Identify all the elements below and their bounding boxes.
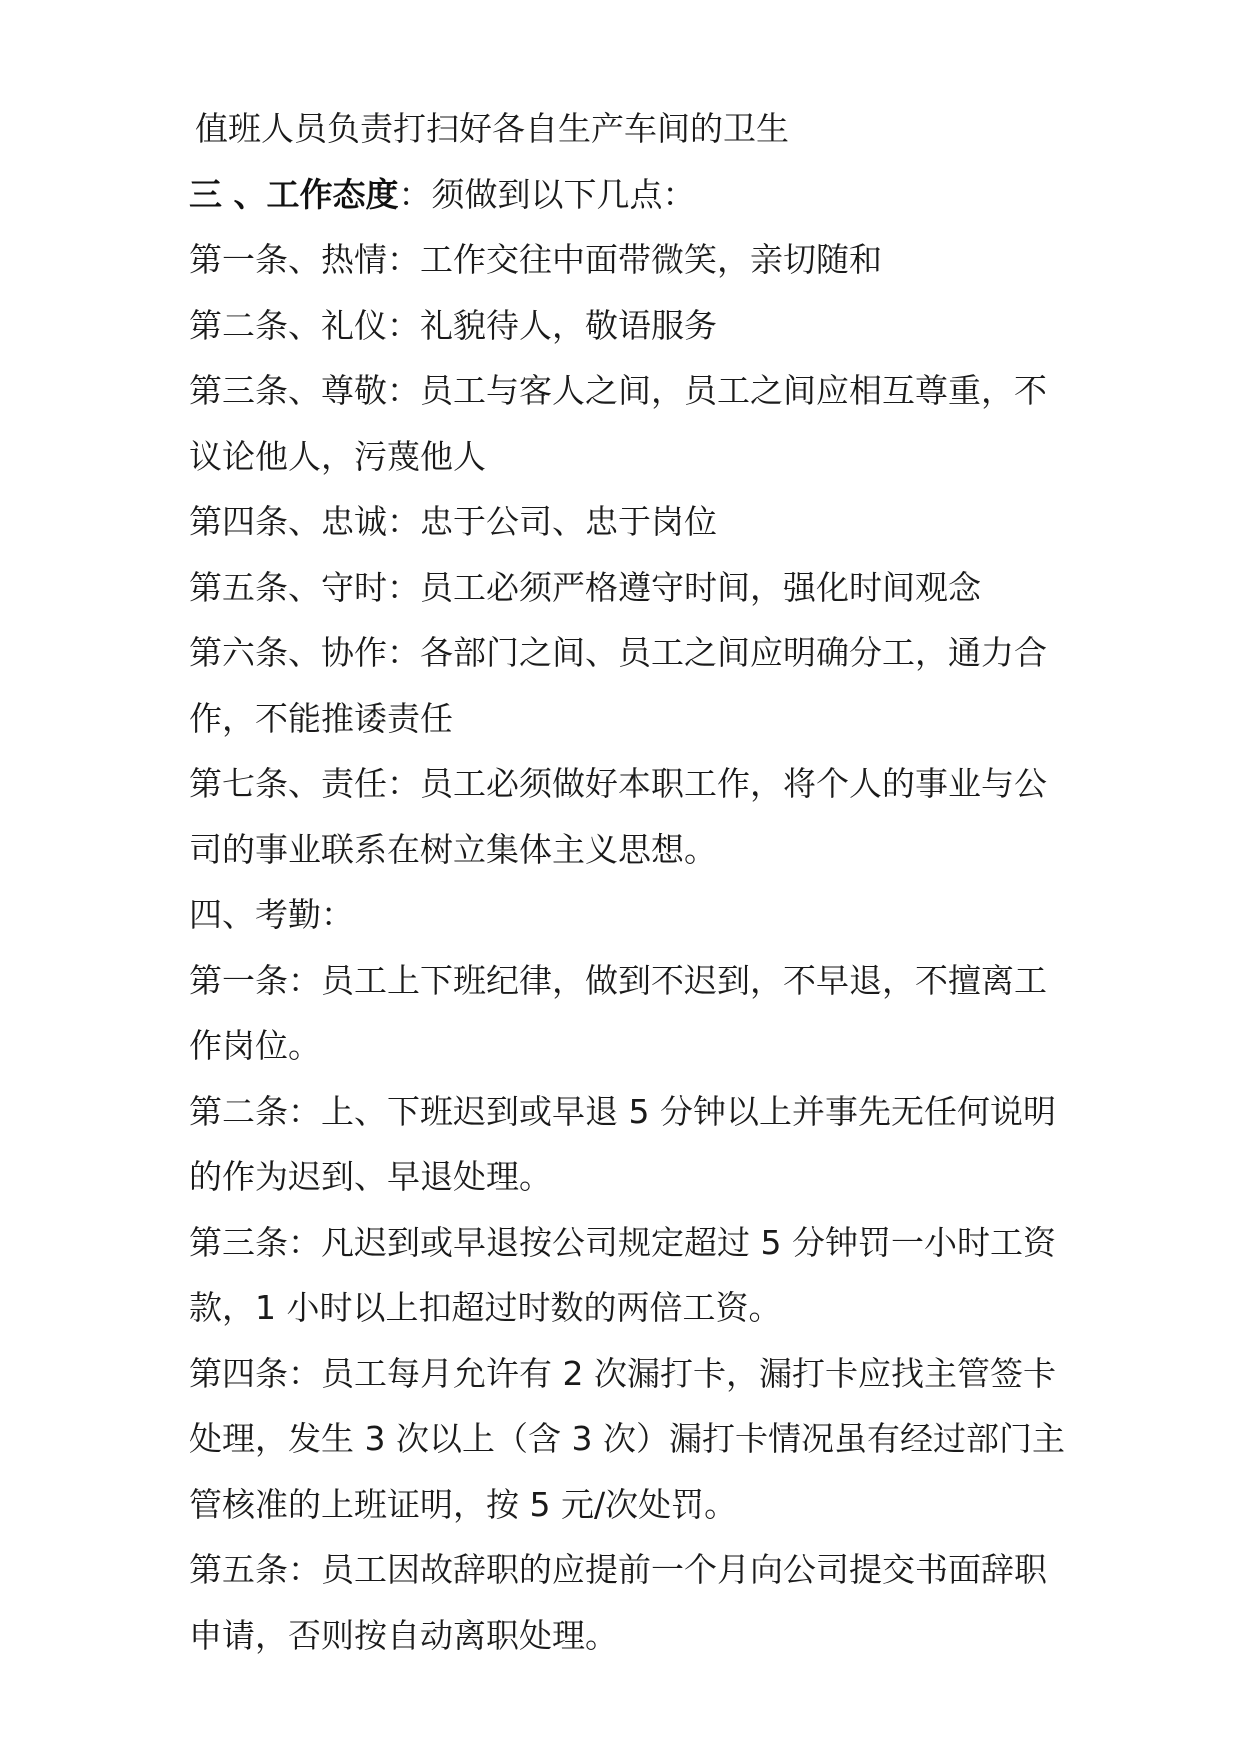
document-body [189,96,1069,1668]
text-line: 作，不能推诿责任 [189,698,453,738]
text-line: 第三条：凡迟到或早退按公司规定超过 5 分钟罚一小时工资 [189,1222,1056,1262]
text-line: 的作为迟到、早退处理。 [189,1157,552,1196]
text-line: 第一条、热情：工作交往中面带微笑，亲切随和 [189,240,882,279]
text-line: 第七条、责任：员工必须做好本职工作，将个人的事业与公 [189,764,1047,803]
text-line: 第五条：员工因故辞职的应提前一个月向公司提交书面辞职 [189,1550,1047,1589]
text-line: 作岗位。 [189,1026,321,1065]
section-heading-line [189,162,1069,228]
text-line: 议论他人，污蔑他人 [189,436,486,476]
text-line: 处理，发生 3 次以上（含 3 次）漏打卡情况虽有经过部门主 [189,1419,1065,1458]
text-line: 四、考勤： [189,895,354,934]
text-line: 第四条：员工每月允许有 2 次漏打卡，漏打卡应找主管签卡 [189,1353,1056,1393]
text-line: 款，1 小时以上扣超过时数的两倍工资。 [189,1288,782,1327]
text-line: 第六条、协作：各部门之间、员工之间应明确分工，通力合 [189,633,1047,672]
text-line: 司的事业联系在树立集体主义思想。 [189,829,717,869]
text-line: 值班人员负责打扫好各自生产车间的卫生 [195,109,789,148]
text-line: 第四条、忠诚：忠于公司、忠于岗位 [189,502,717,541]
section-heading-rest: ：须做到以下几点： [398,174,696,214]
text-line: 管核准的上班证明，按 5 元/次处罚。 [189,1484,738,1524]
text-line: 第二条：上、下班迟到或早退 5 分钟以上并事先无任何说明 [189,1091,1056,1131]
text-line: 第一条：员工上下班纪律，做到不迟到，不早退，不擅离工 [189,960,1047,1000]
text-line: 申请，否则按自动离职处理。 [189,1615,618,1655]
text-line: 第二条、礼仪：礼貌待人，敬语服务 [189,305,717,345]
section-heading: 三 、工作态度 [189,174,399,214]
text-line: 第三条、尊敬：员工与客人之间，员工之间应相互尊重，不 [189,371,1047,410]
text-line: 第五条、守时：员工必须严格遵守时间，强化时间观念 [189,567,981,607]
